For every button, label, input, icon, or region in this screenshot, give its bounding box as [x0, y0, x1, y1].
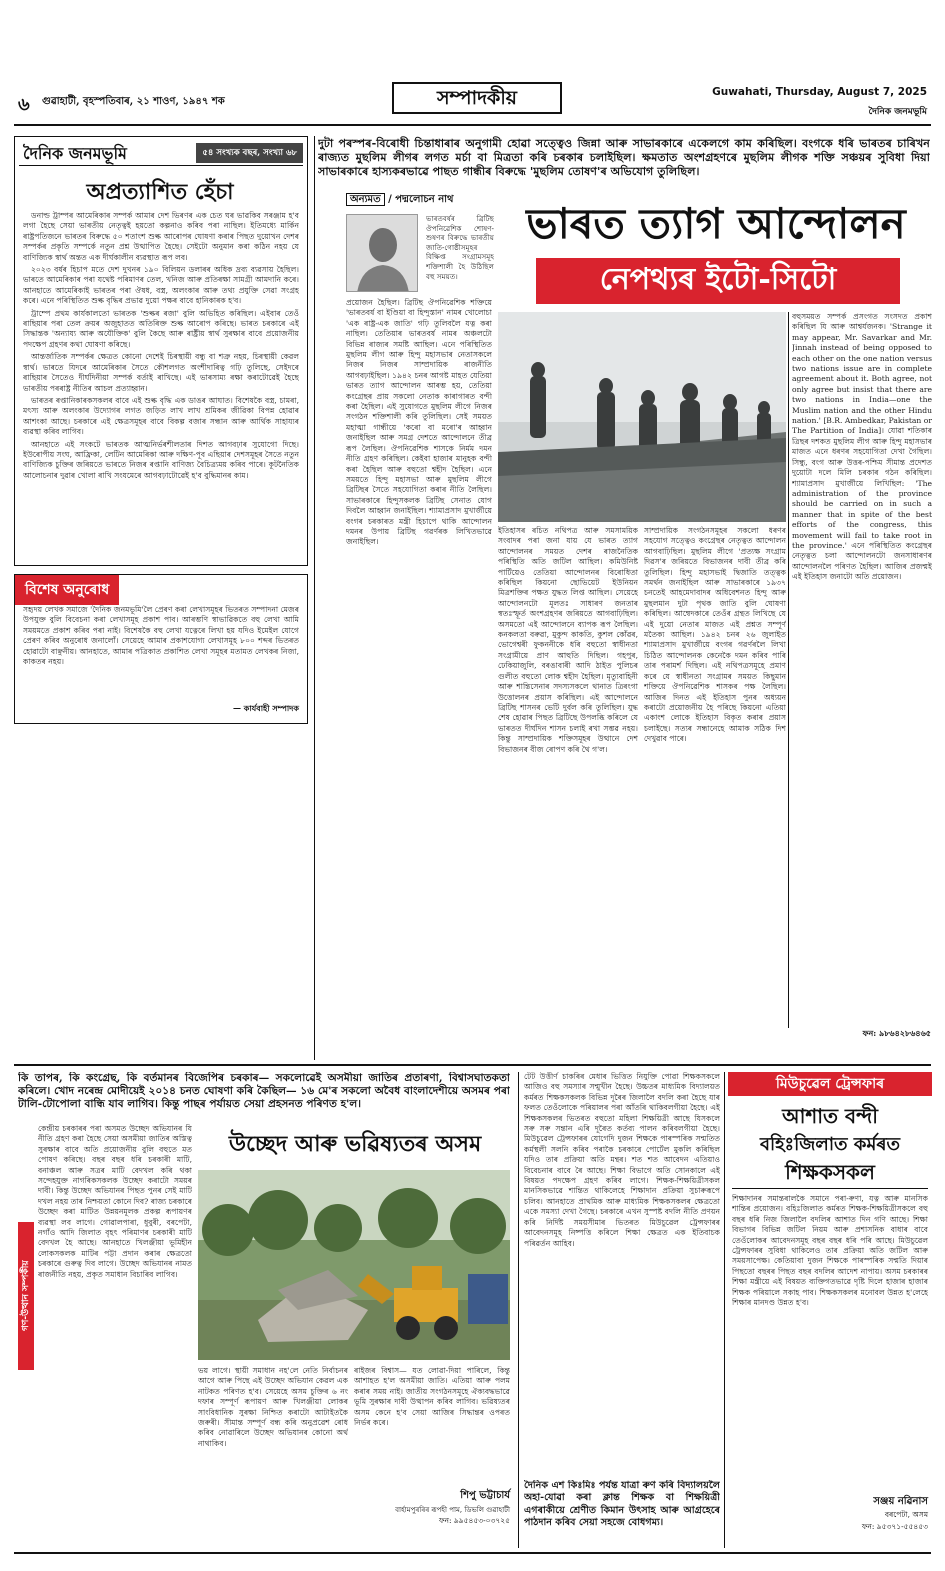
column-divider: [518, 1072, 519, 1548]
special-notice: [14, 574, 308, 724]
eviction-author-place: বাৰ্হামপুৰৰিৰ ৰূপহী পাম, ডিভলি গুৱাহাটী: [395, 1506, 510, 1514]
editorial-paragraph: ২০২৩ বৰ্ষৰ হিচাপ মতে দেশ দুখনৰ ১৯০ বিলিয়ন ডলাৰৰ অধিক দ্ৰব্য ব্যৱসায় হৈছিল। ভাৰতে আমেৰিকাৰ পৰা যথেষ্ট পৰিমাণৰ তেল, খনিজ আৰু প্ৰতিৰক্ষা সামগ্ৰী আমদানি কৰে। আনহাতে আমেৰিকাই ভাৰতৰ পৰা ঔষধ, বস্ত্ৰ, অলংকাৰ আৰু তথ্য প্ৰযুক্তি সেৱা সংগ্ৰহ কৰে। এনে পৰিস্থিতিত শুল্ক বৃদ্ধিৰ প্ৰভাৱ দুয়ো পক্ষৰ বাবে হানিকাৰক হ'ব।: [23, 265, 299, 306]
editorial-paragraph: আন্তৰ্জাতিক সম্পৰ্কৰ ক্ষেত্ৰত কোনো দেশেই চিৰস্থায়ী বন্ধু বা শত্ৰু নহয়, চিৰস্থায়ী কেৱল স্বাৰ্থ। ভাৰতে যিদৰে আমেৰিকাৰ সৈতে কৌশলগত অংশীদাৰিত্ব গঢ়ি তুলিছে, সেইদৰে ৰাছিয়াৰ সৈতেও দীৰ্ঘদিনীয়া সম্পৰ্ক বৰ্তাই ৰাখিছে। এই ভাৰসাম্য ৰক্ষা কৰাটোৱেই হৈছে ভাৰতীয় পৰৰাষ্ট্ৰ নীতিৰ আচল প্ৰত্যাহ্বান।: [23, 352, 299, 393]
editorial-column: [14, 136, 308, 566]
article-column-1: প্ৰয়োজন হৈছিল। ব্ৰিটিছ ঔপনিৱেশিক শক্তিয়ে 'ভাৰতবৰ্ষ বা ইণ্ডিয়া বা হিন্দুস্তান' নামৰ খোলোচা 'এক ৰাষ্ট্ৰ-এক জাতি' গঢ়ি তুলিবলৈ যত্ন কৰা নাছিল। তেতিয়াৰ ভাৰতবৰ্ষ নামৰ অঞ্চলটো বিভিন্ন ৰাজ্যৰ সমষ্টি আছিল। এনে পৰিস্থিতিত মুছলিম লীগ আৰু হিন্দু মহাসভাৰ নেতাসকলে নিজৰ নিজৰ সাম্প্ৰদায়িক ৰাজনীতি আগবঢ়াইছিল। ১৯৪২ চনৰ আগষ্ট মাহত যেতিয়া ভাৰত ত্যাগ আন্দোলন আৰম্ভ হয়, তেতিয়া কংগ্ৰেছৰ প্ৰায় সকলো নেতাক কাৰাগাৰত বন্দী কৰা হৈছিল। এই সুযোগতে মুছলিম লীগে নিজৰ সংগঠন শক্তিশালী কৰি তুলিছিল। সেই সময়ত মহাত্মা গান্ধীয়ে 'কৰো বা মৰো'ৰ আহ্বান জনাইছিল আৰু সমগ্ৰ দেশতে আন্দোলনে তীব্ৰ ৰূপ লৈছিল। ঔপনিৱেশিক শাসকে নিৰ্মম দমন নীতি গ্ৰহণ কৰিছিল। কেইবা হাজাৰ মানুহক বন্দী কৰা হৈছিল আৰু বহুতো শ্বহীদ হৈছিল। এনে সময়তে হিন্দু মহাসভা আৰু মুছলিম লীগে ব্ৰিটিছৰ সৈতে সহযোগিতা কৰাৰ নীতি লৈছিল। সাভাৰকাৰে হিন্দুসকলক ব্ৰিটিছ সেনাত যোগ দিবলৈ আহ্বান জনাইছিল। শ্যামাপ্ৰসাদ মুখাৰ্জীয়ে বংগৰ চৰকাৰত মন্ত্ৰী হিচাপে থাকি আন্দোলন দমনৰ উপায় ব্ৰিটিছ গৱৰ্ণৰক লিখিতভাৱে জনাইছিল।: [346, 298, 492, 547]
notice-text: সহৃদয় লেখক সমাজে 'দৈনিক জনমভূমি'লৈ প্ৰেৰণ কৰা লেখাসমূহৰ ভিতৰত সম্পাদনা মেজৰ উপযুক্ত বুলি বিবেচনা কৰা লেখাসমূহ প্ৰকাশ পাব। আৰম্ভণি স্বাভাৱিকতে বহু লেখা আমি সময়মতে প্ৰকাশ কৰিব পৰা নাই। বিশেষকৈ বহু লেখা যত্নেৰে লিখা হয় যদিও ইমেইল যোগে প্ৰেৰণ কৰিব অনুৰোধ জনালোঁ। সেয়েহে আমাৰ প্ৰকাশযোগ্য লেখাসমূহ ৮০০ শব্দৰ ভিতৰত হোৱাটো বাঞ্ছনীয়। আনহাতে, আমাৰ পত্ৰিকাত প্ৰকাশিত লেখা সমূহৰ মতামত লেখকৰ নিজা, কাকতৰ নহয়।: [23, 605, 299, 667]
column-divider: [788, 312, 789, 1028]
editorial-body: [23, 211, 299, 561]
masthead: [19, 141, 303, 163]
transfer-letter-text: টেট উত্তীৰ্ণ চাকৰিৰ মেধাৰ ভিত্তিত নিযুক্তি পোৱা শিক্ষকসকলে আজিও বহু সমস্যাৰ সন্মুখীন হৈছে। উচ্চতৰ মাধ্যমিক বিদ্যালয়ত কৰ্মৰত শিক্ষকসকলক বিভিন্ন দূৰৈৰ জিলালৈ বদলি কৰা হৈছে যাৰ ফলত তেওঁলোকে পৰিয়ালৰ পৰা আঁতৰি থাকিবলগীয়া হৈছে। এই শিক্ষকসকলৰ ভিতৰত বহুতো মহিলা শিক্ষয়িত্ৰী আছে যিসকলে সৰু সৰু সন্তান এৰি দূৰৈত কৰ্তব্য পালন কৰিবলগীয়া হৈছে। মিউচুৱেল ট্ৰেন্সফাৰৰ যোগেদি দুজন শিক্ষকে পাৰস্পৰিক সন্মতিত কৰ্মস্থলী সলনি কৰিব পৰাকৈ চৰকাৰে পোৰ্টেল মুকলি কৰিছিল যদিও তাৰ প্ৰক্ৰিয়া অতি মন্থৰ। শত শত আবেদন এতিয়াও বিবেচনাৰ বাবে ৰৈ আছে। শিক্ষা বিভাগে অতি সোনকালে এই বিষয়ত পদক্ষেপ গ্ৰহণ কৰিব লাগে। শিক্ষক-শিক্ষয়িত্ৰীসকল মানসিকভাৱে শান্তিত থাকিলেহে শিক্ষাদান প্ৰক্ৰিয়া সুচাৰুৰূপে চলিব। আনহাতে প্ৰাথমিক আৰু মাধ্যমিক শিক্ষকসকলৰ ক্ষেত্ৰতো একে সমস্যা দেখা গৈছে। চৰকাৰে এখন সুস্পষ্ট বদলি নীতি প্ৰণয়ন কৰি নিৰ্দিষ্ট সময়সীমাৰ ভিতৰত মিউচুৱেল ট্ৰেন্সফাৰৰ আবেদনসমূহ নিষ্পত্তি কৰিলে শিক্ষা ক্ষেত্ৰত এক ইতিবাচক পৰিৱৰ্তন আহিব।: [524, 1072, 720, 1248]
byline-separator: /: [388, 194, 392, 205]
eviction-phone: ফন: ৯৯৫৪৫৩-০৩৭২৫: [439, 1516, 510, 1525]
transfer-author: সঞ্জয় নৱিনাস: [873, 1496, 928, 1507]
column-divider: [314, 136, 315, 1060]
article-byline: [346, 192, 454, 208]
transfer-headline-2: বহিঃজিলাত কৰ্মৰত: [759, 1134, 901, 1155]
section-title: সম্পাদকীয়: [392, 82, 562, 114]
transfer-headline-1: আশাত বন্দী: [782, 1104, 878, 1128]
eviction-headline: উচ্ছেদ আৰু ভৱিষ্যতৰ অসম: [228, 1131, 482, 1157]
header-date-english: Guwahati, Thursday, August 7, 2025: [712, 86, 927, 98]
masthead-title: দৈনিক জনমভূমি: [23, 144, 127, 163]
author-photo: [346, 214, 418, 292]
footer-rule: [14, 1552, 931, 1554]
transfer-body: শিক্ষাদানৰ সমান্তৰালকৈ সমানে পৰা-ৰুণা, যত্ন আৰু মানসিক শান্তিৰ প্ৰয়োজন। বহিঃজিলাত কৰ্মৰত শিক্ষক-শিক্ষয়িত্ৰীসকলে বহু বছৰ ধৰি নিজ জিলালৈ বদলিৰ আশাত দিন গণি আছে। শিক্ষা বিভাগৰ বিভিন্ন জটিল নিয়ম আৰু প্ৰশাসনিক বাধাৰ বাবে তেওঁলোকৰ আবেদনসমূহ বছৰ বছৰ ধৰি পৰি আছে। মিউচুৱেল ট্ৰেন্সফাৰৰ সুবিধা থাকিলেও তাৰ প্ৰক্ৰিয়া অতি জটিল আৰু সময়সাপেক্ষ। কেতিয়াবা দুজন শিক্ষকে পাৰস্পৰিক সন্মতি দিয়াৰ পিছতো বছৰৰ পিছত বছৰ বদলিৰ আদেশ নাপায়। অসম চৰকাৰৰ শিক্ষা মন্ত্ৰীয়ে এই বিষয়ত ব্যক্তিগতভাৱে দৃষ্টি দিলে হাজাৰ হাজাৰ শিক্ষক পৰিয়ালে সকাহ পাব। শিক্ষকসকলৰ মনোবল উন্নত হ'লেহে শিক্ষাৰ মানদণ্ড উন্নত হ'ব।: [732, 1194, 928, 1308]
transfer-highlight: দৈনিক এশ কিঃমিঃ পৰ্যন্ত যাত্ৰা ৰুণ কৰি বিদ্যালয়লৈ অহা-যোৱা কৰা ক্লান্ত শিক্ষক বা শিক্ষয়িত্ৰী এগৰাকীয়ে শ্ৰেণীত কিমান উৎসাহ আৰু আগ্ৰহেৰে পাঠদান কৰিব সেয়া সহজে বোধগম্য।: [524, 1480, 720, 1529]
editorial-paragraph: আনহাতে এই সংকটে ভাৰতক আত্মনিৰ্ভৰশীলতাৰ দিশত আগবঢ়াৰ সুযোগো দিছে। ইউৰোপীয় সংঘ, আফ্ৰিকা, লেটিন আমেৰিকা আৰু দক্ষিণ-পূব এছিয়াৰ দেশসমূহৰ সৈতে নতুন বাণিজ্যিক চুক্তিৰ জৰিয়তে ভাৰতে নিজৰ ৰপ্তানি বাণিজ্য বৈচিত্ৰ্যময় কৰিব পাৰে। কূটনৈতিক আলোচনাৰ দুৱাৰ খোলা ৰাখি সংযমেৰে আগবঢ়াটোৱেই হ'ব বুদ্ধিমানৰ কাম।: [23, 439, 299, 480]
eviction-article: [14, 1072, 514, 1548]
article-intro: দুটা পৰস্পৰ-বিৰোধী চিন্তাধাৰাৰ অনুগামী হোৱা সত্ত্বেও জিন্না আৰু সাভাৰকাৰে একেলগে কাম কৰিছিল। বংগকে ধৰি ভাৰতৰ চাৰিখন ৰাজ্যত মুছলিম লীগৰ লগত মৰ্চা বা মিত্ৰতা কৰি চৰকাৰ চলাইছিল। ক্ষমতাত অংশগ্ৰহণৰে মুছলিম লীগক শক্তি সঞ্চয়ৰ সুবিধা দিয়া সাভাৰকাৰে হাস্যকৰভাৱে পাছত গান্ধীৰ বিৰুদ্ধে 'মুছলিম তোষণ'ৰ অভিযোগ তুলিছিল।: [318, 136, 930, 178]
transfer-article: [728, 1072, 932, 1548]
editorial-paragraph: ডনাল্ড ট্ৰাম্পৰ আমেৰিকাৰ সম্পৰ্ক আমাৰ দেশ ভিৰণৰ এক চেত ঘৰ ভাৱকিব সৰঞ্জাম হ'ব লগা হৈছে সেয়া ভাৰতীয় নেতৃত্বই হয়তো কল্পনাও কৰিব পৰা নাছিল। ইতিমধ্যে মাৰ্কিন ৰাষ্ট্ৰপতিজনে ভাৰতৰ বিৰুদ্ধে ৫০ শতাংশ শুল্ক আৰোপৰ ঘোষণা কৰাৰ পিছত দুয়োখন দেশৰ সম্পৰ্কৰ প্ৰকৃতি সম্পৰ্কে নতুন প্ৰশ্ন উত্থাপিত হৈছে। সেইটো অনুমান কৰা কঠিন নহয় যে বাণিজ্যিক স্বাৰ্থ অন্তত এক দীৰ্ঘকালীন ব্যৱস্থাত ৰূপ লব।: [23, 211, 299, 262]
article-column-3: সাম্প্ৰদায়িক সংগঠনসমূহৰ সকলো ধৰণৰ সহযোগ সত্ত্বেও কংগ্ৰেছৰ নেতৃত্বত আন্দোলন আগবাঢ়িছিল। মুছলিম লীগে 'প্ৰত্যক্ষ সংগ্ৰাম দিৱস'ৰ জৰিয়তে বিভাজনৰ দাবী তীব্ৰ কৰি তুলিছিল। হিন্দু মহাসভাই দ্বিজাতি তত্ত্বক সমৰ্থন জনাইছিল আৰু সাভাৰকাৰে ১৯৩৭ চনতেই আহমেদাবাদৰ অধিবেশনত হিন্দু আৰু মুছলমান দুটা পৃথক জাতি বুলি ঘোষণা কৰিছিল। আম্বেদকাৰে তেওঁৰ গ্ৰন্থত লিখিছে যে এই দুয়ো নেতাৰ মাজত এই প্ৰশ্নত সম্পূৰ্ণ মতৈক্য আছিল। ১৯৪২ চনৰ ২৬ জুলাইত শ্যামাপ্ৰসাদ মুখাৰ্জীয়ে বংগৰ গৱৰ্ণৰলৈ লিখা চিঠিত আন্দোলনক কেনেকৈ দমন কৰিব পাৰি তাৰ পৰামৰ্শ দিছিল। এই নথিপত্ৰসমূহে প্ৰমাণ কৰে যে স্বাধীনতা সংগ্ৰামৰ সময়ত কিছুমান শক্তিয়ে ঔপনিৱেশিক শাসকৰ পক্ষ লৈছিল। আজিৰ দিনত এই ইতিহাস পুনৰ অধ্যয়ন কৰাটো প্ৰয়োজনীয় হৈ পৰিছে কিয়নো এতিয়া একাংশ লোকে ইতিহাস বিকৃত কৰাৰ প্ৰয়াস চলাইছে। সত্যৰ সন্ধানেহে আমাক সঠিক দিশ দেখুৱাব পাৰে।: [644, 526, 786, 744]
notice-title: বিশেষ অনুৰোধ: [15, 575, 119, 605]
article-column-4: বহুসময়ত সম্পৰ্ক প্ৰসংগত সংসদত প্ৰকাশ কৰিছিল যি আৰু আশ্বৰ্যজনক। 'Strange it may appear, Mr. Savarkar and Mr. Jinnah instead of being opposed to each other on the one nation versus two nations issue are in complete agreement about it. Both agree, not only agree but insist that there are two nations in India—one the Muslim nation and the other Hindu nation.' [B.R. Ambedkar, Pakistan or The Partition of India]। যোৱা শতিকাৰ ত্ৰিছৰ দশকত মুছলিম লীগ আৰু হিন্দু মহাসভাৰ মাজত এনে ধৰণৰ সহযোগিতা দেখা গৈছিল। সিন্ধু, বংগ আৰু উত্তৰ-পশ্চিম সীমান্ত প্ৰদেশত দুয়োটা দলে মিলি চৰকাৰ গঠন কৰিছিল। শ্যামাপ্ৰসাদ মুখাৰ্জীয়ে লিখিছিল: 'The administration of the province should be carried on in such a manner that in spite of the best efforts of the congress, this movement will fail to take root in the province.' এনে পৰিস্থিতিত কংগ্ৰেছৰ নেতৃত্বত চলা আন্দোলনটো জনসাধাৰণৰ আন্দোলনলৈ পৰিণত হৈছিল। আজিৰ প্ৰজন্মই এই ইতিহাস জনাটো অতি প্ৰয়োজন।: [792, 312, 932, 582]
section-divider: [14, 1064, 931, 1066]
eviction-intro: কি তাপৰ, কি কংগ্ৰেছ, কি বৰ্তমানৰ বিজেপিৰ চৰকাৰ— সকলোৱেই অসমীয়া জাতিৰ প্ৰতাৰণা, বিশ্বাসঘাতকতা কৰিলে। খোদ নৰেন্দ্ৰ মোদীয়েই ২০১৪ চনত ঘোষণা কৰি কৈছিল— ১৬ মে'ৰ সকলো অবৈধ বাংলাদেশীয়ে অসমৰ পৰা টালি-টোপোলা বান্ধি যাব লাগিব। কিন্তু পাছৰ পৰ্যায়ত সেয়া প্ৰহসনত পৰিণত হ'ল।: [18, 1072, 510, 1110]
masthead-rule: [19, 165, 303, 166]
article-photo: [498, 312, 786, 522]
bulldozer-eviction-image-icon: [198, 1170, 510, 1360]
transfer-headline-3: শিক্ষকসকল: [785, 1160, 875, 1184]
page-number: ৬: [18, 94, 30, 115]
transfer-label: মিউচুৱেল ট্ৰেন্সফাৰ: [728, 1072, 932, 1096]
eviction-side-label: গণ-উত্থান সম্পৰ্কীয়: [18, 1222, 34, 1370]
article-subheadline: নেপথ্যৰ ইটো-সিটো: [536, 258, 900, 304]
author-bio: ভাৰতবৰ্ষৰ ব্ৰিটিছ ঔপনিৱেশিক শোষণ-শুষণৰ বিৰুদ্ধে ভাৰতীয় জাতি-গোষ্ঠীসমূহৰ বিক্ষিপ্ত সংগ্ৰামসমূহ শক্তিশালী হৈ উঠিছিল বহু সময়ত।: [426, 214, 494, 281]
author-portrait-icon: [347, 215, 418, 292]
eviction-author: শিপু ভট্টাচাৰ্য: [460, 1490, 510, 1501]
article-category: অন্যমত: [346, 193, 385, 206]
header-paper-name: দৈনিক জনমভূমি: [868, 107, 927, 117]
notice-signature: — কাৰ্যবাহী সম্পাদক: [232, 703, 299, 713]
transfer-headline-rule: [732, 1188, 928, 1189]
eviction-col-mid: ভয় লাগে। স্থায়ী সমাধান নহ'লে নেতি নিৰ্বাচনৰ আগে আৰু পিছে এই উচ্ছেদ অভিযান কেৱল এক নাটকত পৰিণত হ'ব। সেয়েহে অসম চুক্তিৰ ৬ নং দফাৰ সম্পূৰ্ণ ৰূপায়ণ আৰু খিলঞ্জীয়া লোকৰ সাংবিধানিক সুৰক্ষা নিশ্চিত কৰাটো আটাইতকৈ জৰুৰী। সীমান্ত সম্পূৰ্ণ বন্ধ কৰি অনুপ্ৰৱেশ ৰোধ কৰিব নোৱাৰিলে উচ্ছেদ অভিযানৰ কোনো অৰ্থ নাথাকিব।: [198, 1366, 348, 1448]
eviction-col-left: কেন্দ্ৰীয় চৰকাৰৰ পৰা অসমত উচ্ছেদ অভিযানৰ যি নীতি গ্ৰহণ কৰা হৈছে সেয়া অসমীয়া জাতিৰ অস্তিত্ব সুৰক্ষাৰ বাবে অতি প্ৰয়োজনীয় বুলি বহুতে মত পোষণ কৰিছে। বছৰ বছৰ ধৰি চৰকাৰী মাটি, বনাঞ্চল আৰু সত্ৰৰ মাটি বেদখল কৰি থকা সন্দেহযুক্ত নাগৰিকসকলক উচ্ছেদ কৰাটো সময়ৰ দাবী। কিন্তু উচ্ছেদ অভিযানৰ পিছত পুনৰ সেই মাটি দখল নহয় তাৰ নিশ্চয়তা কোনে দিব? ৰাজ্য চৰকাৰে উচ্ছেদ কৰা মাটিত উন্নয়নমূলক প্ৰকল্প ৰূপায়ণৰ ব্যৱস্থা লব লাগে। গোৱালপাৰা, ধুবুৰী, বৰপেটা, নগাঁও আদি জিলাত বৃহৎ পৰিমাণৰ চৰকাৰী মাটি বেদখল হৈ আছে। আনহাতে খিলঞ্জীয়া ভূমিহীন লোকসকলক মাটিৰ পট্টা প্ৰদান কৰাৰ ক্ষেত্ৰতো চৰকাৰে গুৰুত্ব দিব লাগে। উচ্ছেদ অভিযানৰ নামত ৰাজনীতি নহয়, প্ৰকৃত সমাধান বিচাৰিব লাগিব।: [38, 1124, 192, 1279]
page-header: [14, 82, 931, 126]
header-date-assamese: গুৱাহাটী, বৃহস্পতিবাৰ, ২১ শাওণ, ১৯৪৭ শক: [42, 96, 225, 107]
transfer-phone: ফন: ৯৫৩৭১-৫৫৪৫৩: [861, 1522, 928, 1531]
article-phone: ফন: ৯৮৬৪২৮৬৪৬৫: [862, 1028, 931, 1038]
editorial-title: অপ্ৰত্যাশিত হেঁচা: [86, 179, 234, 205]
column-divider: [724, 1072, 725, 1548]
eviction-photo: [198, 1170, 510, 1360]
eviction-col-right: ৰাইজৰ বিশ্বাস— যত লোৱা-দিয়া পাৰিলে, কিন্তু আশাহত হ'ল অসমীয়া জাতি। এতিয়া আৰু পলম কৰাৰ সময় নাই। জাতীয় সংগঠনসমূহে ঐক্যবদ্ধভাৱে ভূমি সুৰক্ষাৰ দাবী উত্থাপন কৰিব লাগিব। ভৱিষ্যতৰ অসম কেনে হ'ব সেয়া আজিৰ সিদ্ধান্তৰ ওপৰত নিৰ্ভৰ কৰে।: [354, 1366, 510, 1428]
editorial-paragraph: ভাৰতৰ ৰপ্তানিকাৰকসকলৰ বাবে এই শুল্ক বৃদ্ধি এক ডাঙৰ আঘাত। বিশেষকৈ বস্ত্ৰ, চামৰা, মৎস্য আৰু অলংকাৰ উদ্যোগৰ লগত জড়িত লাখ লাখ শ্ৰমিকৰ জীৱিকা বিপন্ন হোৱাৰ আশংকা আছে। চৰকাৰে এই ক্ষেত্ৰসমূহৰ বাবে বিকল্প বজাৰ সন্ধান আৰু আৰ্থিক সাহায্যৰ ব্যৱস্থা কৰিব লাগিব।: [23, 395, 299, 437]
article-column-2: ইতিহাসৰ ৰচিত নথিপত্ৰ আৰু সমসাময়িক সংবাদৰ পৰা জনা যায় যে ভাৰত ত্যাগ আন্দোলনৰ সময়ত দেশৰ ৰাজনৈতিক পৰিস্থিতি অতি জটিল আছিল। কমিউনিষ্ট পাৰ্টিয়েও তেতিয়া আন্দোলনৰ বিৰোধিতা কৰিছিল কিয়নো ছোভিয়েট ইউনিয়ন মিত্ৰশক্তিৰ পক্ষত যুদ্ধত লিপ্ত আছিল। সেয়েহে আন্দোলনটো মূলতঃ সাধাৰণ জনতাৰ স্বতঃস্ফূৰ্ত অংশগ্ৰহণৰ জৰিয়তে আগবাঢ়িছিল। অসমতো এই আন্দোলনে ব্যাপক ৰূপ লৈছিল। কনকলতা বৰুৱা, মুকুন্দ কাকতি, কুশল কোঁৱৰ, ভোগেশ্বৰী ফুকননীকে ধৰি বহুতো স্বাধীনতা সংগ্ৰামীয়ে প্ৰাণ আহুতি দিছিল। গহপুৰ, ঢেকিয়াজুলি, বৰঙাবাৰী আদি ঠাইত পুলিচৰ গুলীত বহুতো লোক শ্বহীদ হৈছিল। মৃত্যুবাহিনী আৰু শান্তিসেনাৰ সদস্যসকলে থানাত ত্ৰিৰংগা উত্তোলনৰ প্ৰয়াস কৰিছিল। এই আন্দোলনে ব্ৰিটিছ শাসনৰ ভেটি দুৰ্বল কৰি তুলিছিল। যুদ্ধ শেষ হোৱাৰ পিছত ব্ৰিটিছে উপলব্ধি কৰিলে যে ভাৰতত দীৰ্ঘদিন শাসন চলাই ৰখা সম্ভৱ নহয়। কিন্তু সাম্প্ৰদায়িক শক্তিসমূহৰ উত্থানে দেশ বিভাজনৰ বীজ ৰোপণ কৰি থৈ গ'ল।: [498, 526, 638, 754]
article-headline: ভাৰত ত্যাগ আন্দোলন: [526, 199, 906, 248]
freedom-statues-image-icon: [498, 312, 786, 522]
masthead-edition: ৫৪ সংখ্যক বছৰ, সংখ্যা ৬৮: [196, 143, 303, 163]
article-author: পদ্মলোচন নাথ: [395, 194, 454, 205]
transfer-place: বৰপেটা, অসম: [884, 1510, 928, 1519]
header-rule: [14, 124, 931, 126]
editorial-paragraph: ট্ৰাম্পে প্ৰথম কাৰ্যকালতো ভাৰতক 'শুল্কৰ ৰজা' বুলি অভিহিত কৰিছিল। এইবাৰ তেওঁ ৰাছিয়াৰ পৰা তেল ক্ৰয়ৰ অজুহাতত অতিৰিক্ত শুল্ক আৰোপ কৰিছে। ভাৰত চৰকাৰে এই সিদ্ধান্তক 'অন্যায্য আৰু অযৌক্তিক' বুলি কৈছে আৰু ৰাষ্ট্ৰীয় স্বাৰ্থ সুৰক্ষাৰ বাবে প্ৰয়োজনীয় পদক্ষেপ গ্ৰহণৰ কথা ঘোষণা কৰিছে।: [23, 308, 299, 349]
